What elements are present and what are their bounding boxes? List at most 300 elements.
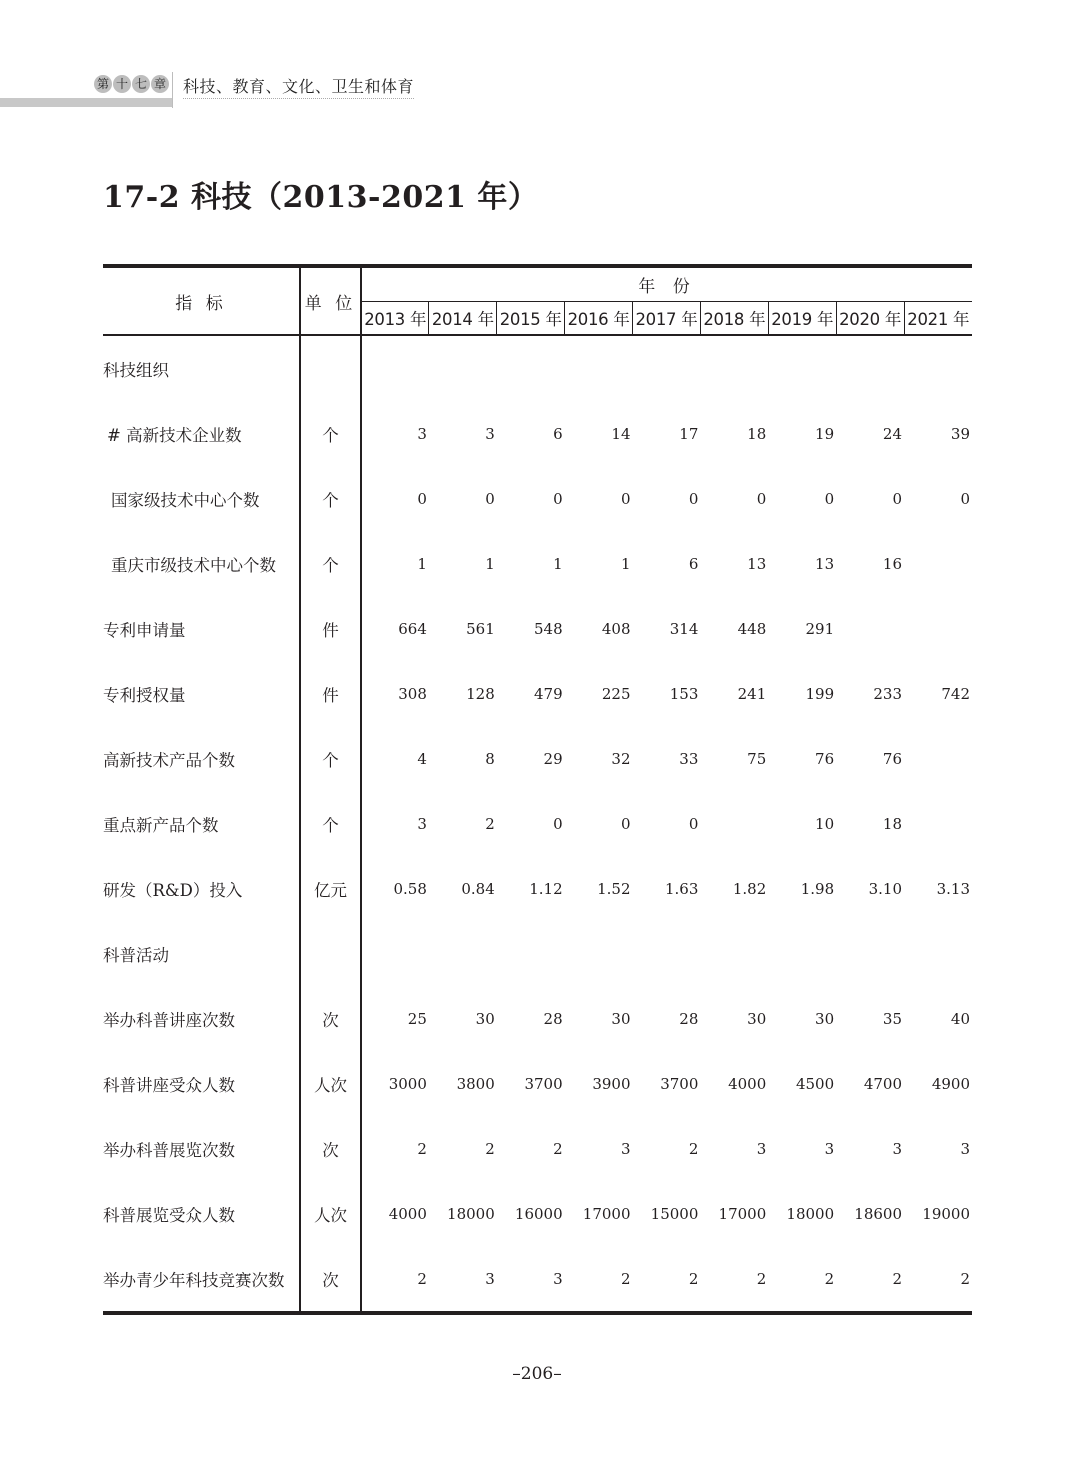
value-cell bbox=[565, 466, 633, 531]
value-cell bbox=[633, 335, 701, 401]
cell-value: 0 bbox=[553, 814, 563, 833]
cell-value: 1 bbox=[553, 554, 563, 573]
column-header-indicator: 指 标 bbox=[103, 266, 300, 335]
value-cell bbox=[768, 1051, 836, 1116]
row-unit: 个 bbox=[300, 466, 361, 531]
cell-value: 18000 bbox=[447, 1204, 495, 1223]
cell-value: 0 bbox=[960, 489, 970, 508]
section-label: 科普活动 bbox=[103, 921, 300, 986]
table-row bbox=[103, 791, 972, 856]
cell-value: 241 bbox=[737, 684, 767, 703]
cell-value: 1.98 bbox=[800, 879, 835, 898]
cell-value: 76 bbox=[882, 749, 902, 768]
cell-value: 15000 bbox=[650, 1204, 699, 1223]
section-label: 科技组织 bbox=[103, 335, 300, 401]
cell-value: 1.52 bbox=[597, 879, 631, 898]
value-cell bbox=[700, 596, 768, 661]
column-header-year: 2014 年 bbox=[429, 301, 497, 335]
value-cell bbox=[700, 921, 768, 986]
cell-value: 13 bbox=[815, 554, 835, 573]
row-unit: 个 bbox=[300, 726, 361, 791]
cell-value: 3 bbox=[620, 1139, 631, 1158]
value-cell bbox=[565, 335, 633, 401]
row-unit: 件 bbox=[300, 661, 361, 726]
chapter-badge: 十 bbox=[113, 75, 131, 93]
value-cell bbox=[565, 1181, 633, 1246]
cell-value: 3 bbox=[485, 424, 495, 443]
row-unit bbox=[300, 335, 361, 401]
value-cell bbox=[565, 1116, 633, 1181]
statistics-table bbox=[103, 264, 972, 1315]
value-cell bbox=[633, 531, 701, 596]
value-cell bbox=[497, 335, 565, 401]
value-cell bbox=[497, 401, 565, 466]
cell-value: 4000 bbox=[388, 1204, 427, 1223]
column-header-year: 2018 年 bbox=[700, 301, 768, 335]
value-cell bbox=[429, 401, 497, 466]
value-cell bbox=[768, 531, 836, 596]
cell-value: 76 bbox=[815, 749, 835, 768]
value-cell bbox=[429, 1181, 497, 1246]
value-cell bbox=[700, 1051, 768, 1116]
value-cell bbox=[497, 1246, 565, 1313]
cell-value: 13 bbox=[747, 554, 767, 573]
value-cell bbox=[633, 596, 701, 661]
value-cell bbox=[700, 531, 768, 596]
table-row bbox=[103, 1246, 972, 1313]
header-decorative-bar bbox=[0, 98, 172, 107]
value-cell bbox=[836, 1246, 904, 1313]
value-cell bbox=[429, 1246, 497, 1313]
cell-value: 0 bbox=[824, 489, 835, 508]
cell-value: 33 bbox=[679, 749, 699, 768]
cell-value: 19000 bbox=[922, 1204, 970, 1223]
cell-value: 10 bbox=[815, 814, 835, 833]
value-cell bbox=[904, 1246, 972, 1313]
value-cell bbox=[361, 986, 429, 1051]
table-row bbox=[103, 661, 972, 726]
section-row bbox=[103, 335, 972, 401]
row-unit bbox=[300, 921, 361, 986]
value-cell bbox=[429, 661, 497, 726]
cell-value: 18000 bbox=[786, 1204, 835, 1223]
value-cell bbox=[497, 531, 565, 596]
cell-value: 199 bbox=[805, 684, 835, 703]
cell-value: 18 bbox=[747, 424, 767, 443]
row-label: 专利授权量 bbox=[103, 661, 300, 726]
value-cell bbox=[700, 856, 768, 921]
cell-value: 308 bbox=[398, 684, 427, 703]
cell-value: 225 bbox=[601, 684, 631, 703]
cell-value: 28 bbox=[679, 1009, 699, 1028]
table-row bbox=[103, 401, 972, 466]
cell-value: 4500 bbox=[795, 1074, 835, 1093]
value-cell bbox=[565, 791, 633, 856]
cell-value: 1.12 bbox=[529, 879, 563, 898]
value-cell bbox=[633, 1116, 701, 1181]
value-cell bbox=[361, 1051, 429, 1116]
cell-value: 3 bbox=[417, 424, 427, 443]
cell-value: 0 bbox=[892, 489, 902, 508]
cell-value: 0 bbox=[620, 489, 631, 508]
table-row bbox=[103, 1116, 972, 1181]
value-cell bbox=[361, 596, 429, 661]
value-cell bbox=[700, 1246, 768, 1313]
section-row bbox=[103, 921, 972, 986]
cell-value: 0 bbox=[688, 489, 699, 508]
value-cell bbox=[361, 466, 429, 531]
table-row bbox=[103, 466, 972, 531]
header-divider bbox=[172, 72, 173, 108]
value-cell bbox=[768, 1246, 836, 1313]
value-cell bbox=[565, 856, 633, 921]
cell-value: 3.13 bbox=[936, 879, 970, 898]
cell-value: 2 bbox=[824, 1269, 835, 1288]
value-cell bbox=[361, 1181, 429, 1246]
chapter-badge: 第 bbox=[94, 75, 112, 93]
value-cell bbox=[700, 791, 768, 856]
cell-value: 0 bbox=[756, 489, 767, 508]
cell-value: 3 bbox=[553, 1269, 563, 1288]
value-cell bbox=[361, 661, 429, 726]
row-label: 专利申请量 bbox=[103, 596, 300, 661]
value-cell bbox=[768, 921, 836, 986]
cell-value: 30 bbox=[611, 1009, 631, 1028]
row-label: 科普讲座受众人数 bbox=[103, 1051, 300, 1116]
value-cell bbox=[836, 401, 904, 466]
value-cell bbox=[565, 1246, 633, 1313]
value-cell bbox=[633, 1181, 701, 1246]
cell-value: 18600 bbox=[854, 1204, 902, 1223]
value-cell bbox=[904, 1051, 972, 1116]
cell-value: 153 bbox=[669, 684, 699, 703]
row-unit: 亿元 bbox=[300, 856, 361, 921]
value-cell bbox=[361, 856, 429, 921]
cell-value: 6 bbox=[553, 424, 563, 443]
cell-value: 1 bbox=[485, 554, 495, 573]
value-cell bbox=[497, 856, 565, 921]
value-cell bbox=[836, 466, 904, 531]
value-cell bbox=[768, 856, 836, 921]
value-cell bbox=[904, 986, 972, 1051]
table-row bbox=[103, 1051, 972, 1116]
value-cell bbox=[633, 466, 701, 531]
column-header-year: 2020 年 bbox=[836, 301, 904, 335]
value-cell bbox=[633, 921, 701, 986]
value-cell bbox=[904, 1116, 972, 1181]
chapter-badge: 七 bbox=[132, 75, 150, 93]
cell-value: 664 bbox=[398, 619, 427, 638]
value-cell bbox=[565, 726, 633, 791]
cell-value: 4 bbox=[417, 749, 427, 768]
table-row bbox=[103, 726, 972, 791]
cell-value: 30 bbox=[475, 1009, 495, 1028]
value-cell bbox=[904, 1181, 972, 1246]
value-cell bbox=[633, 791, 701, 856]
cell-value: 742 bbox=[941, 684, 970, 703]
value-cell bbox=[429, 596, 497, 661]
chapter-badges bbox=[94, 75, 169, 93]
cell-value: 35 bbox=[882, 1009, 902, 1028]
value-cell bbox=[361, 335, 429, 401]
column-header-unit: 单 位 bbox=[300, 266, 361, 335]
value-cell bbox=[565, 661, 633, 726]
value-cell bbox=[904, 466, 972, 531]
cell-value: 17000 bbox=[718, 1204, 767, 1223]
value-cell bbox=[700, 335, 768, 401]
column-header-year: 2013 年 bbox=[361, 301, 429, 335]
value-cell bbox=[497, 921, 565, 986]
value-cell bbox=[361, 726, 429, 791]
value-cell bbox=[497, 1181, 565, 1246]
cell-value: 39 bbox=[950, 424, 970, 443]
row-unit: 件 bbox=[300, 596, 361, 661]
value-cell bbox=[768, 661, 836, 726]
value-cell bbox=[768, 791, 836, 856]
value-cell bbox=[904, 531, 972, 596]
value-cell bbox=[700, 1116, 768, 1181]
cell-value: 2 bbox=[485, 814, 495, 833]
row-unit: 次 bbox=[300, 1116, 361, 1181]
value-cell bbox=[700, 986, 768, 1051]
cell-value: 3 bbox=[892, 1139, 902, 1158]
row-label: 国家级技术中心个数 bbox=[103, 466, 300, 531]
value-cell bbox=[904, 596, 972, 661]
cell-value: 3 bbox=[417, 814, 427, 833]
cell-value: 128 bbox=[466, 684, 495, 703]
row-unit: 个 bbox=[300, 791, 361, 856]
cell-value: 6 bbox=[688, 554, 699, 573]
column-header-year: 2017 年 bbox=[633, 301, 701, 335]
value-cell bbox=[429, 986, 497, 1051]
cell-value: 4000 bbox=[728, 1074, 767, 1093]
cell-value: 18 bbox=[882, 814, 902, 833]
cell-value: 2 bbox=[417, 1139, 427, 1158]
row-label: 举办科普展览次数 bbox=[103, 1116, 300, 1181]
cell-value: 19 bbox=[815, 424, 835, 443]
column-header-year: 2019 年 bbox=[768, 301, 836, 335]
value-cell bbox=[700, 401, 768, 466]
row-unit: 次 bbox=[300, 986, 361, 1051]
value-cell bbox=[565, 921, 633, 986]
row-unit: 个 bbox=[300, 531, 361, 596]
cell-value: 1 bbox=[417, 554, 427, 573]
column-header-years: 年 份 bbox=[361, 266, 972, 301]
value-cell bbox=[633, 661, 701, 726]
value-cell bbox=[836, 726, 904, 791]
cell-value: 25 bbox=[407, 1009, 427, 1028]
cell-value: 233 bbox=[873, 684, 902, 703]
cell-value: 2 bbox=[417, 1269, 427, 1288]
cell-value: 0 bbox=[620, 814, 631, 833]
value-cell bbox=[361, 1246, 429, 1313]
value-cell bbox=[836, 921, 904, 986]
value-cell bbox=[768, 1116, 836, 1181]
column-header-year: 2015 年 bbox=[497, 301, 565, 335]
chapter-badge: 章 bbox=[151, 75, 169, 93]
cell-value: 2 bbox=[892, 1269, 902, 1288]
value-cell bbox=[836, 661, 904, 726]
value-cell bbox=[565, 531, 633, 596]
cell-value: 3900 bbox=[592, 1074, 631, 1093]
value-cell bbox=[700, 661, 768, 726]
cell-value: 28 bbox=[543, 1009, 563, 1028]
cell-value: 2 bbox=[960, 1269, 970, 1288]
value-cell bbox=[768, 1181, 836, 1246]
cell-value: 479 bbox=[533, 684, 563, 703]
value-cell bbox=[633, 986, 701, 1051]
value-cell bbox=[904, 921, 972, 986]
value-cell bbox=[361, 921, 429, 986]
value-cell bbox=[565, 986, 633, 1051]
value-cell bbox=[565, 401, 633, 466]
value-cell bbox=[700, 466, 768, 531]
cell-value: 3700 bbox=[524, 1074, 563, 1093]
value-cell bbox=[836, 335, 904, 401]
value-cell bbox=[497, 1051, 565, 1116]
table-row bbox=[103, 531, 972, 596]
value-cell bbox=[429, 1051, 497, 1116]
cell-value: 3800 bbox=[456, 1074, 495, 1093]
value-cell bbox=[497, 986, 565, 1051]
table-row bbox=[103, 856, 972, 921]
value-cell bbox=[768, 986, 836, 1051]
cell-value: 2 bbox=[485, 1139, 495, 1158]
cell-value: 314 bbox=[669, 619, 699, 638]
cell-value: 3700 bbox=[660, 1074, 699, 1093]
value-cell bbox=[361, 791, 429, 856]
value-cell bbox=[768, 466, 836, 531]
value-cell bbox=[429, 335, 497, 401]
value-cell bbox=[565, 1051, 633, 1116]
cell-value: 2 bbox=[688, 1139, 699, 1158]
column-header-year: 2021 年 bbox=[904, 301, 972, 335]
value-cell bbox=[497, 791, 565, 856]
cell-value: 24 bbox=[882, 424, 902, 443]
table-row bbox=[103, 1181, 972, 1246]
cell-value: 408 bbox=[601, 619, 631, 638]
cell-value: 75 bbox=[747, 749, 767, 768]
value-cell bbox=[904, 661, 972, 726]
value-cell bbox=[497, 1116, 565, 1181]
row-label: 重庆市级技术中心个数 bbox=[103, 531, 300, 596]
cell-value: 3 bbox=[824, 1139, 835, 1158]
value-cell bbox=[768, 726, 836, 791]
cell-value: 4900 bbox=[931, 1074, 970, 1093]
cell-value: 3 bbox=[756, 1139, 767, 1158]
value-cell bbox=[429, 466, 497, 531]
value-cell bbox=[700, 726, 768, 791]
value-cell bbox=[633, 1051, 701, 1116]
value-cell bbox=[497, 661, 565, 726]
column-header-year: 2016 年 bbox=[565, 301, 633, 335]
cell-value: 2 bbox=[553, 1139, 563, 1158]
cell-value: 0 bbox=[417, 489, 427, 508]
value-cell bbox=[361, 1116, 429, 1181]
row-label: 举办青少年科技竞赛次数 bbox=[103, 1246, 300, 1313]
value-cell bbox=[768, 596, 836, 661]
value-cell bbox=[429, 921, 497, 986]
value-cell bbox=[565, 596, 633, 661]
cell-value: 0 bbox=[553, 489, 563, 508]
value-cell bbox=[633, 726, 701, 791]
value-cell bbox=[429, 856, 497, 921]
cell-value: 17000 bbox=[582, 1204, 631, 1223]
value-cell bbox=[904, 401, 972, 466]
value-cell bbox=[836, 1181, 904, 1246]
value-cell bbox=[904, 335, 972, 401]
value-cell bbox=[633, 1246, 701, 1313]
value-cell bbox=[836, 596, 904, 661]
cell-value: 3 bbox=[485, 1269, 495, 1288]
cell-value: 8 bbox=[485, 749, 495, 768]
cell-value: 0.84 bbox=[461, 879, 495, 898]
cell-value: 30 bbox=[815, 1009, 835, 1028]
value-cell bbox=[768, 335, 836, 401]
value-cell bbox=[429, 726, 497, 791]
value-cell bbox=[836, 791, 904, 856]
cell-value: 30 bbox=[747, 1009, 767, 1028]
value-cell bbox=[768, 401, 836, 466]
page-title: 17-2 科技（2013-2021 年） bbox=[103, 180, 539, 215]
value-cell bbox=[429, 791, 497, 856]
table-row bbox=[103, 596, 972, 661]
value-cell bbox=[836, 986, 904, 1051]
row-label: # 高新技术企业数 bbox=[103, 401, 300, 466]
cell-value: 14 bbox=[611, 424, 631, 443]
value-cell bbox=[836, 856, 904, 921]
row-label: 举办科普讲座次数 bbox=[103, 986, 300, 1051]
cell-value: 1.82 bbox=[732, 879, 767, 898]
cell-value: 2 bbox=[756, 1269, 767, 1288]
cell-value: 561 bbox=[466, 619, 495, 638]
cell-value: 0 bbox=[688, 814, 699, 833]
cell-value: 1.63 bbox=[664, 879, 699, 898]
value-cell bbox=[836, 1051, 904, 1116]
cell-value: 548 bbox=[533, 619, 563, 638]
chapter-title: 科技、教育、文化、卫生和体育 bbox=[183, 74, 414, 99]
cell-value: 32 bbox=[611, 749, 631, 768]
cell-value: 16 bbox=[882, 554, 902, 573]
cell-value: 1 bbox=[620, 554, 631, 573]
value-cell bbox=[497, 726, 565, 791]
value-cell bbox=[429, 531, 497, 596]
value-cell bbox=[700, 1181, 768, 1246]
row-unit: 人次 bbox=[300, 1051, 361, 1116]
value-cell bbox=[836, 531, 904, 596]
cell-value: 4700 bbox=[863, 1074, 902, 1093]
value-cell bbox=[361, 531, 429, 596]
value-cell bbox=[904, 726, 972, 791]
value-cell bbox=[361, 401, 429, 466]
cell-value: 3.10 bbox=[868, 879, 902, 898]
cell-value: 2 bbox=[688, 1269, 699, 1288]
row-label: 科普展览受众人数 bbox=[103, 1181, 300, 1246]
row-label: 重点新产品个数 bbox=[103, 791, 300, 856]
value-cell bbox=[836, 1116, 904, 1181]
cell-value: 0.58 bbox=[393, 879, 427, 898]
row-unit: 人次 bbox=[300, 1181, 361, 1246]
value-cell bbox=[429, 1116, 497, 1181]
row-label: 高新技术产品个数 bbox=[103, 726, 300, 791]
table-row bbox=[103, 986, 972, 1051]
cell-value: 16000 bbox=[514, 1204, 563, 1223]
page-number: –206– bbox=[512, 1364, 562, 1384]
cell-value: 29 bbox=[543, 749, 563, 768]
value-cell bbox=[633, 856, 701, 921]
value-cell bbox=[497, 596, 565, 661]
cell-value: 3 bbox=[960, 1139, 970, 1158]
